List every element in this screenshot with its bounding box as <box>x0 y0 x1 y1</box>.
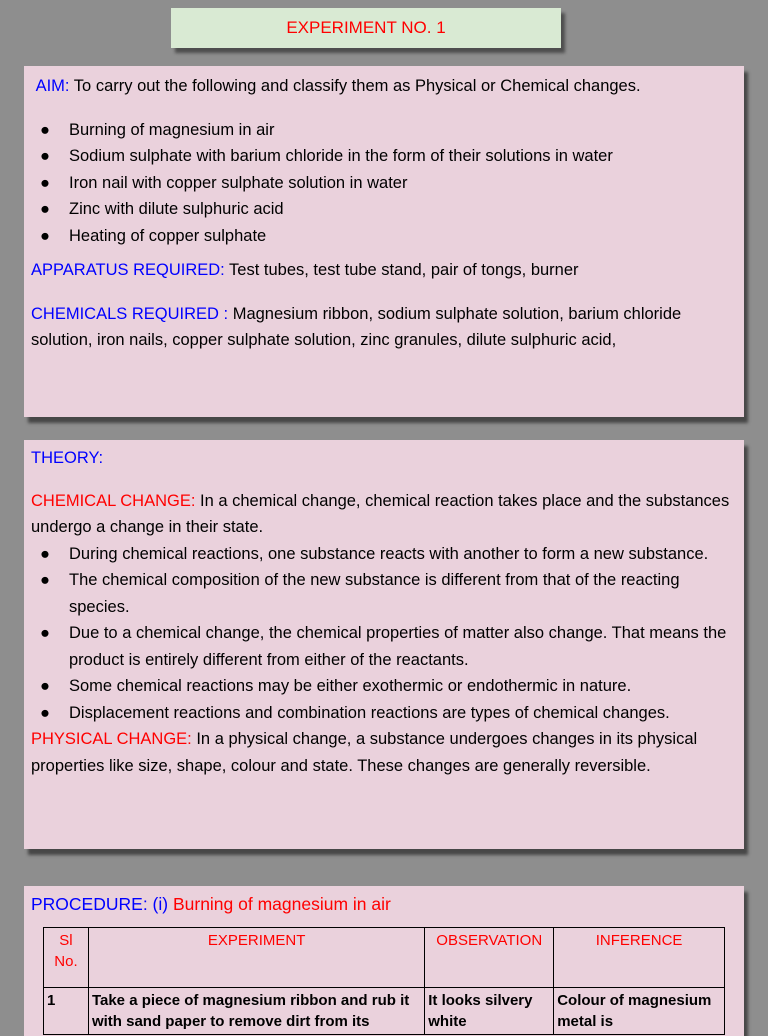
table-cell: Take a piece of magnesium ribbon and rub it with sand paper to remove dirt from its <box>88 988 424 1035</box>
chemical-change-paragraph <box>31 488 737 541</box>
procedure-label: PROCEDURE: (i) <box>31 894 169 914</box>
chemical-change-list <box>31 541 737 727</box>
column-header: EXPERIMENT <box>88 928 424 988</box>
list-item: ● Displacement reactions and combination reactions are types of chemical changes. <box>31 700 737 727</box>
column-header: Sl No. <box>44 928 89 988</box>
apparatus-label: APPARATUS REQUIRED: <box>31 261 225 279</box>
theory-heading: THEORY: <box>31 449 104 467</box>
procedure-table <box>43 927 725 1035</box>
table-header-row <box>44 928 725 988</box>
bullet-icon: ● <box>40 624 50 642</box>
chemical-change-label: CHEMICAL CHANGE: <box>31 491 196 510</box>
aim-label: AIM: <box>35 77 70 95</box>
chemical-change-text: In a chemical change, chemical reaction takes place and the substances undergo a change in their state. <box>31 491 730 536</box>
bullet-icon: ● <box>40 173 50 192</box>
bullet-icon: ● <box>40 703 50 722</box>
list-item: ● Zinc with dilute sulphuric acid <box>31 196 737 223</box>
experiment-title: EXPERIMENT NO. 1 <box>286 18 446 37</box>
procedure-subtitle: Burning of magnesium in air <box>168 894 391 914</box>
table-cell: 1 <box>44 988 89 1035</box>
bullet-icon: ● <box>40 120 50 139</box>
list-item: ● The chemical composition of the new substance is different from that of the reacting species. <box>31 567 737 620</box>
chemicals-label: CHEMICALS REQUIRED : <box>31 304 229 323</box>
chemicals-paragraph <box>31 301 737 354</box>
bullet-icon: ● <box>40 544 50 563</box>
table-cell: Colour of magnesium metal is <box>554 988 725 1035</box>
table-cell: It looks silvery white <box>425 988 554 1035</box>
list-item: ● During chemical reactions, one substance reacts with another to form a new substance. <box>31 541 737 568</box>
list-item: ● Heating of copper sulphate <box>31 223 737 250</box>
list-item: ● Burning of magnesium in air <box>31 117 737 144</box>
bullet-icon: ● <box>40 677 50 695</box>
procedure-heading <box>31 891 737 917</box>
column-header: OBSERVATION <box>425 928 554 988</box>
physical-change-label: PHYSICAL CHANGE: <box>31 730 192 748</box>
bullet-icon: ● <box>40 226 50 245</box>
bullet-icon: ● <box>40 200 50 218</box>
column-header: INFERENCE <box>554 928 725 988</box>
apparatus-paragraph <box>31 257 737 284</box>
list-item: ● Sodium sulphate with barium chloride in the form of their solutions in water <box>31 143 737 170</box>
physical-change-text: In a physical change, a substance undergoes changes in its physical properties like size, shape, colour and state. These changes are generally reversible. <box>31 730 698 775</box>
list-item: ● Due to a chemical change, the chemical properties of matter also change. That means the product is entirely different from either of the reactants. <box>31 620 737 673</box>
physical-change-paragraph <box>31 726 737 779</box>
bullet-icon: ● <box>40 147 50 165</box>
aim-paragraph <box>31 73 737 100</box>
theory-card <box>24 440 744 849</box>
aim-card <box>24 66 744 417</box>
aim-list <box>31 117 737 250</box>
procedure-card <box>24 886 744 1036</box>
apparatus-text: Test tubes, test tube stand, pair of tongs, burner <box>224 261 579 279</box>
aim-text: To carry out the following and classify them as Physical or Chemical changes. <box>69 77 641 95</box>
table-row <box>44 988 725 1035</box>
list-item: ● Some chemical reactions may be either exothermic or endothermic in nature. <box>31 673 737 700</box>
bullet-icon: ● <box>40 571 50 589</box>
chemicals-text: Magnesium ribbon, sodium sulphate solution, barium chloride solution, iron nails, copper sulphate solution, zinc granules, dilute sulphuric acid, <box>31 304 682 349</box>
list-item: ● Iron nail with copper sulphate solution in water <box>31 170 737 197</box>
experiment-title-box <box>171 8 561 48</box>
